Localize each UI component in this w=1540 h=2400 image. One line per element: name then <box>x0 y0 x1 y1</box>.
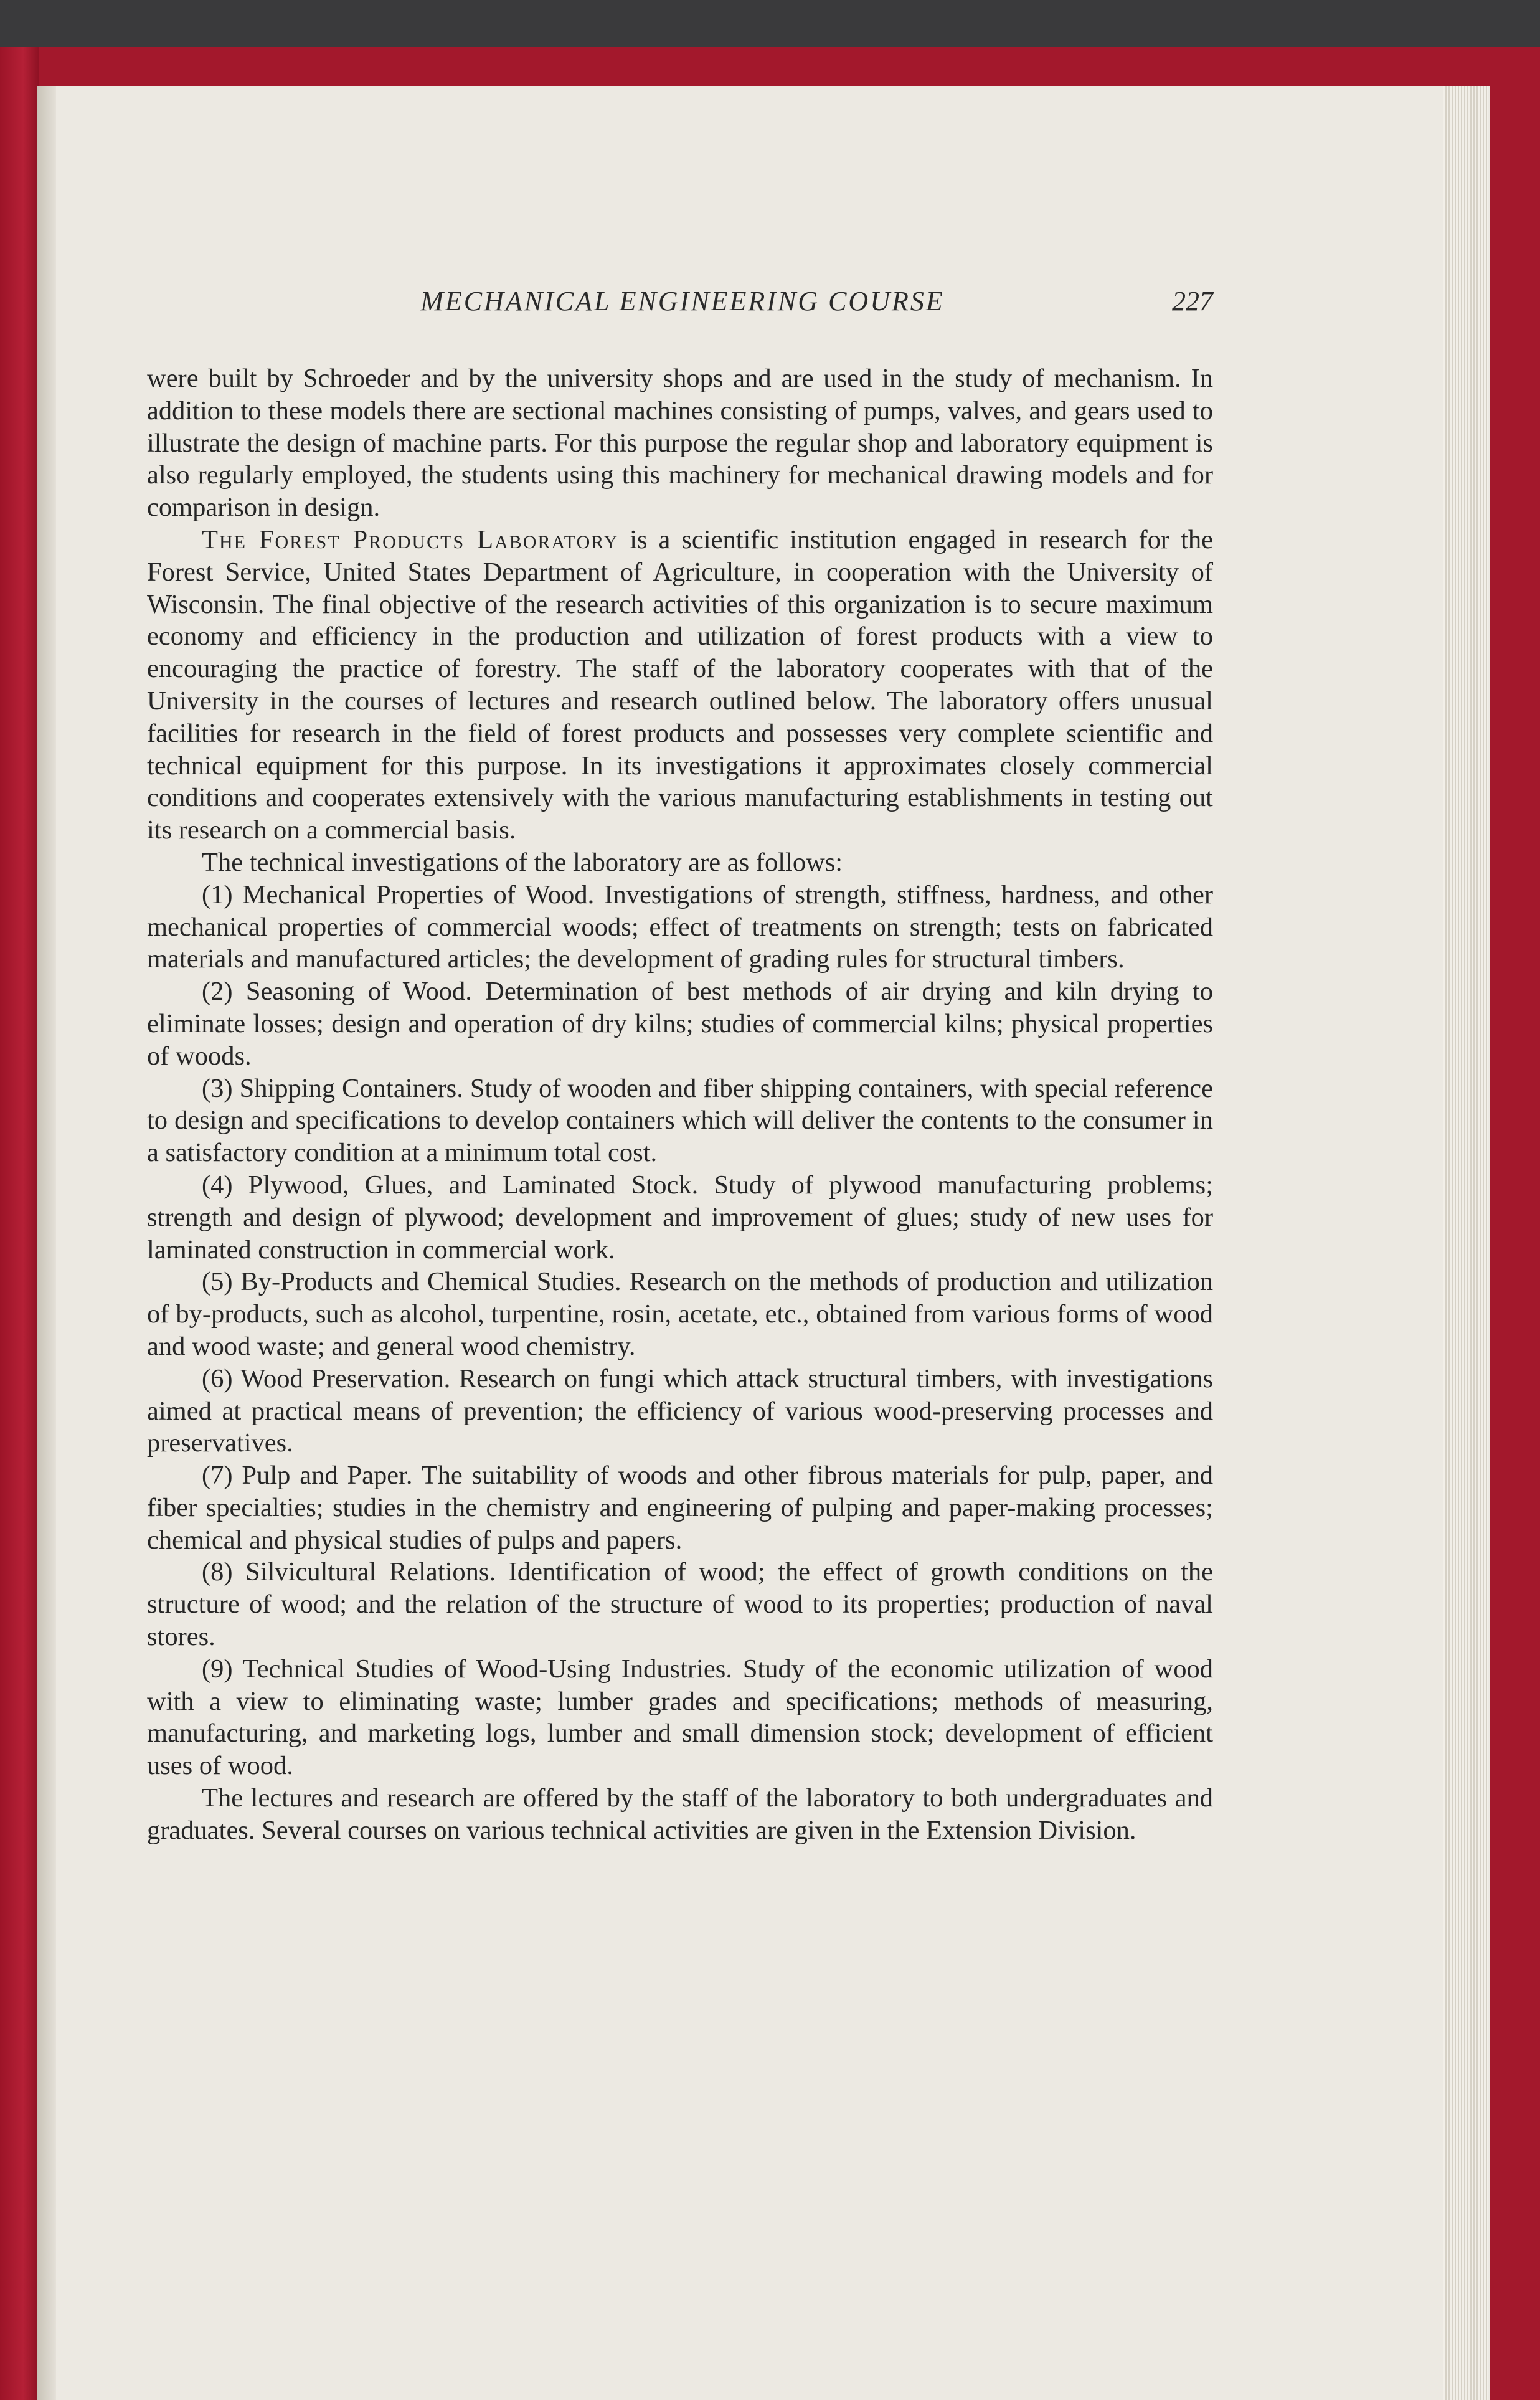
list-item <box>147 1556 1213 1653</box>
paragraph-text: (8) Silvicultural Relations. Identification of wood; the effect of growth conditions on the structure of wood; and the relation of the structure of wood to its properties; production of naval stores. <box>147 1557 1213 1652</box>
list-item <box>147 1459 1213 1556</box>
paragraph-text: (3) Shipping Containers. Study of wooden and fiber shipping containers, with special reference to design and specifications to develop containers which will deliver the contents to the consumer in a satisfactory condition at a minimum total cost. <box>147 1073 1213 1168</box>
page-header <box>147 285 1213 323</box>
section-lead: The Forest Products Laboratory <box>202 524 619 554</box>
paragraph-text: The lectures and research are offered by the staff of the laboratory to both undergraduates and graduates. Several courses on various technical activities are given in the Extension Division. <box>147 1783 1213 1845</box>
paragraph <box>147 363 1213 524</box>
page-stack-edges <box>1443 86 1488 2400</box>
paragraph-text: (5) By-Products and Chemical Studies. Research on the methods of production and utilization of by-products, such as alcohol, turpentine, rosin, acetate, etc., obtained from various forms of wood and wood waste; and general wood chemistry. <box>147 1267 1213 1361</box>
paragraph-text: (4) Plywood, Glues, and Laminated Stock. Study of plywood manufacturing problems; strength and design of plywood; development and improvement of glues; study of new uses for laminated construction in commercial work. <box>147 1170 1213 1264</box>
paragraph-text: (2) Seasoning of Wood. Determination of best methods of air drying and kiln drying to eliminate losses; design and operation of dry kilns; studies of commercial kilns; physical properties of woods. <box>147 977 1213 1071</box>
cover-edge <box>0 47 39 2400</box>
paragraph-text: is a scientific institution engaged in research for the Forest Service, United States Department of Agriculture, in cooperation with the University of Wisconsin. The final objective of the research activities of this organization is to secure maximum economy and efficiency in the production and utilization of forest products with a view to encouraging the practice of forestry. The staff of the laboratory cooperates with that of the University in the courses of lectures and research outlined below. The laboratory offers unusual facilities for research in the field of forest products and possesses very complete scientific and technical equipment for this purpose. In its investigations it approximates closely commercial conditions and cooperates extensively with the various manufacturing establishments in testing out its research on a commercial basis. <box>147 524 1213 845</box>
list-item <box>147 975 1213 1072</box>
paragraph <box>147 524 1213 847</box>
list-item <box>147 1266 1213 1362</box>
running-head: MECHANICAL ENGINEERING COURSE <box>420 286 945 316</box>
list-item <box>147 1653 1213 1782</box>
list-item <box>147 1363 1213 1459</box>
list-item <box>147 1169 1213 1266</box>
list-item <box>147 879 1213 975</box>
list-item <box>147 1073 1213 1169</box>
paragraph-text: (6) Wood Preservation. Research on fungi which attack structural timbers, with investigations aimed at practical means of prevention; the efficiency of various wood-preserving processes and preservatives. <box>147 1364 1213 1458</box>
paragraph-text: (1) Mechanical Properties of Wood. Investigations of strength, stiffness, hardness, and other mechanical properties of commercial woods; effect of treatments on strength; tests on fabricated materials and manufactured articles; the development of grading rules for structural timbers. <box>147 880 1213 974</box>
paragraph <box>147 847 1213 879</box>
body-text <box>147 363 1213 1847</box>
paragraph-text: (7) Pulp and Paper. The suitability of woods and other fibrous materials for pulp, paper, and fiber specialties; studies in the chemistry and engineering of pulping and paper-making processes; chemical and physical studies of pulps and papers. <box>147 1461 1213 1555</box>
paragraph <box>147 1782 1213 1847</box>
page-number: 227 <box>1172 286 1213 316</box>
paragraph-text: The technical investigations of the laboratory are as follows: <box>202 847 843 877</box>
paragraph-text: (9) Technical Studies of Wood-Using Industries. Study of the economic utilization of wood with a view to eliminating waste; lumber grades and specifications; methods of measuring, manufacturing, and marketing logs, lumber and small dimension stock; development of efficient uses of wood. <box>147 1654 1213 1781</box>
page-gutter <box>37 86 56 2400</box>
paragraph-text: were built by Schroeder and by the university shops and are used in the study of mechanism. In addition to these models there are sectional machines consisting of pumps, valves, and gears used to illustrate the design of machine parts. For this purpose the regular shop and laboratory equipment is also regularly employed, the students using this machinery for mechanical drawing models and for comparison in design. <box>147 364 1213 523</box>
